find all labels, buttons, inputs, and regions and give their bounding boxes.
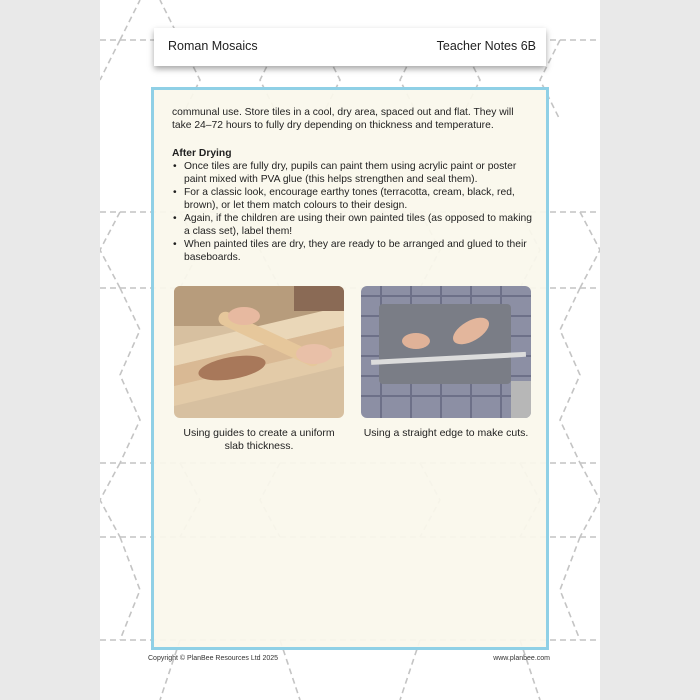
content-card [151,87,549,650]
figure-caption: Using a straight edge to make cuts. [363,427,529,439]
list-item: • For a classic look, encourage earthy tones (terracotta, cream, black, red, brown), or let them match colours to their design. [184,186,532,212]
document-title: Roman Mosaics [168,39,258,53]
cutting-slab-photo [361,286,531,418]
after-drying-list [172,160,532,264]
intro-paragraph: communal use. Store tiles in a cool, dry area, spaced out and flat. They will take 24–72 hours to fully dry depending on thickness and temperature. [172,107,514,131]
page-header [154,28,546,66]
list-item: • Again, if the children are using their own painted tiles (as opposed to making a class set), label them! [184,212,532,238]
content-body [172,106,532,264]
rolling-clay-photo [174,286,344,418]
document-page [100,0,600,700]
teacher-notes-label: Teacher Notes 6B [436,39,536,53]
list-item: • When painted tiles are dry, they are ready to be arranged and glued to their baseboards. [184,238,532,264]
section-heading: After Drying [172,148,232,159]
website-link[interactable]: www.planbee.com [493,655,550,662]
copyright-text: Copyright © PlanBee Resources Ltd 2025 [148,655,279,662]
figure-caption: Using guides to create a uniform slab thickness. [183,427,335,452]
list-item: • Once tiles are fully dry, pupils can paint them using acrylic paint or poster paint mixed with PVA glue (this helps strengthen and seal them). [184,160,532,186]
